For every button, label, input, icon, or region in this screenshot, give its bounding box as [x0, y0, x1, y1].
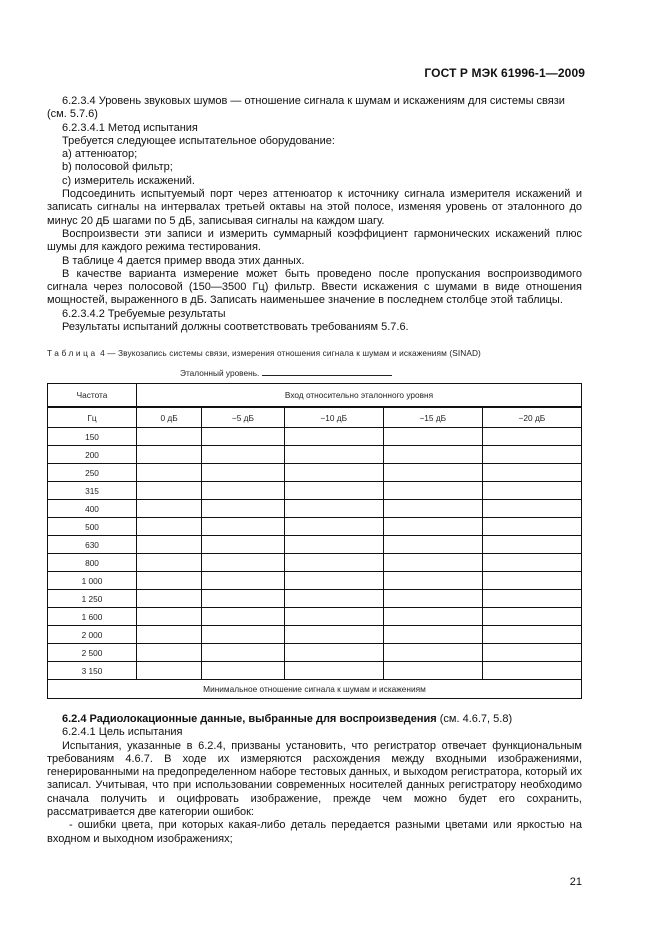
value-cell	[202, 500, 285, 518]
frequency-cell: 630	[48, 536, 137, 554]
frequency-cell: 1 000	[48, 572, 137, 590]
value-cell	[202, 626, 285, 644]
table-caption-label: Таблица	[47, 348, 98, 358]
subheader-level: −15 дБ	[383, 407, 482, 428]
frequency-cell: 315	[48, 482, 137, 500]
value-cell	[383, 428, 482, 446]
value-cell	[284, 446, 383, 464]
reference-level-blank	[262, 367, 392, 376]
value-cell	[137, 464, 202, 482]
value-cell	[383, 572, 482, 590]
section-title-ref: (см. 4.6.7, 5.8)	[436, 713, 513, 725]
value-cell	[284, 608, 383, 626]
value-cell	[137, 482, 202, 500]
value-cell	[482, 572, 581, 590]
table-row	[48, 446, 582, 464]
section-title	[47, 713, 582, 726]
value-cell	[284, 590, 383, 608]
value-cell	[202, 608, 285, 626]
value-cell	[482, 464, 581, 482]
value-cell	[284, 518, 383, 536]
table-footer-row	[48, 680, 582, 699]
equipment-intro: Требуется следующее испытательное оборудование:	[62, 134, 335, 147]
value-cell	[383, 536, 482, 554]
value-cell	[482, 662, 581, 680]
value-cell	[482, 518, 581, 536]
value-cell	[284, 626, 383, 644]
subheader-unit: Гц	[48, 407, 137, 428]
value-cell	[383, 644, 482, 662]
section-6-2-3-4	[47, 95, 582, 334]
value-cell	[383, 482, 482, 500]
frequency-cell: 1 250	[48, 590, 137, 608]
value-cell	[482, 428, 581, 446]
frequency-cell: 800	[48, 554, 137, 572]
value-cell	[284, 464, 383, 482]
table-row	[48, 626, 582, 644]
table-header-row	[48, 384, 582, 408]
value-cell	[137, 536, 202, 554]
reference-level	[180, 367, 392, 378]
value-cell	[202, 662, 285, 680]
frequency-cell: 150	[48, 428, 137, 446]
paragraph: Воспроизвести эти записи и измерить суммарный коэффициент гармонических искажений плюс шумы для каждого режима тестирования.	[47, 227, 582, 254]
paragraph: В качестве варианта измерение может быть проведено после пропускания воспроизводимого сигнала через полосовой (150—3500 Гц) фильтр. Ввести искажения с шумами в виде отношения мощностей, выраженного в дБ. Записать наименьшее значение в последнем столбце этой таблицы.	[47, 267, 582, 307]
value-cell	[383, 662, 482, 680]
table-row	[48, 590, 582, 608]
value-cell	[137, 590, 202, 608]
value-cell	[137, 608, 202, 626]
subheader-level: −10 дБ	[284, 407, 383, 428]
value-cell	[482, 554, 581, 572]
value-cell	[383, 554, 482, 572]
frequency-cell: 400	[48, 500, 137, 518]
value-cell	[482, 608, 581, 626]
frequency-cell: 2 500	[48, 644, 137, 662]
document-header-id: ГОСТ Р МЭК 61996-1—2009	[424, 66, 585, 80]
frequency-cell: 500	[48, 518, 137, 536]
section-title-bold: 6.2.4 Радиолокационные данные, выбранные для воспроизведения	[62, 713, 437, 725]
frequency-cell: 1 600	[48, 608, 137, 626]
value-cell	[202, 464, 285, 482]
subsection-title-results: 6.2.3.4.2 Требуемые результаты	[62, 307, 226, 320]
value-cell	[482, 482, 581, 500]
value-cell	[482, 536, 581, 554]
subheader-level: −5 дБ	[202, 407, 285, 428]
value-cell	[202, 590, 285, 608]
value-cell	[137, 500, 202, 518]
value-cell	[137, 626, 202, 644]
paragraph: В таблице 4 дается пример ввода этих данных.	[62, 254, 305, 267]
value-cell	[202, 536, 285, 554]
value-cell	[284, 428, 383, 446]
subsection-title-method: 6.2.3.4.1 Метод испытания	[62, 121, 198, 134]
value-cell	[284, 662, 383, 680]
subheader-level: −20 дБ	[482, 407, 581, 428]
value-cell	[482, 446, 581, 464]
subheader-level: 0 дБ	[137, 407, 202, 428]
header-frequency: Частота	[48, 384, 137, 408]
section-6-2-4	[47, 713, 582, 846]
value-cell	[284, 554, 383, 572]
paragraph: Результаты испытаний должны соответствовать требованиям 5.7.6.	[62, 321, 409, 334]
header-input-level: Вход относительно эталонного уровня	[137, 384, 582, 408]
table-subheader-row	[48, 407, 582, 428]
value-cell	[482, 500, 581, 518]
value-cell	[137, 428, 202, 446]
value-cell	[482, 626, 581, 644]
value-cell	[383, 626, 482, 644]
value-cell	[383, 464, 482, 482]
frequency-cell: 200	[48, 446, 137, 464]
frequency-cell: 2 000	[48, 626, 137, 644]
value-cell	[202, 518, 285, 536]
value-cell	[284, 482, 383, 500]
table-row	[48, 554, 582, 572]
table-row	[48, 428, 582, 446]
bullet-item: - ошибки цвета, при которых какая-либо деталь передается разными цветами или яркостью на входном и выходном изображениях;	[47, 819, 582, 845]
table-row	[48, 644, 582, 662]
equipment-item: a) аттенюатор;	[62, 148, 138, 161]
table-4	[47, 383, 582, 699]
value-cell	[137, 554, 202, 572]
value-cell	[202, 446, 285, 464]
reference-level-label: Эталонный уровень.	[180, 368, 260, 378]
value-cell	[137, 662, 202, 680]
value-cell	[202, 482, 285, 500]
value-cell	[482, 644, 581, 662]
equipment-item: c) измеритель искажений.	[62, 174, 195, 187]
equipment-item: b) полосовой фильтр;	[62, 161, 173, 174]
paragraph: Испытания, указанные в 6.2.4, призваны установить, что регистратор отвечает функциональным требованиям 4.6.7. В ходе их измеряются расхождения между входными изображениями, генерированными на предопределенном наборе тестовых данных, и выходом регистратора, который их записал. Учитывая, что при использовании современных носителей данных регистратору необходимо сначала получить и оцифровать изображение, прежде чем можно будет его сохранить, рассматривается две категории ошибок:	[47, 739, 582, 819]
value-cell	[137, 572, 202, 590]
table-caption-text: 4 — Звукозапись системы связи, измерения отношения сигнала к шумам и искажениям (SINAD)	[97, 348, 481, 358]
value-cell	[383, 590, 482, 608]
value-cell	[202, 554, 285, 572]
frequency-cell: 250	[48, 464, 137, 482]
table-row	[48, 572, 582, 590]
value-cell	[383, 446, 482, 464]
value-cell	[137, 446, 202, 464]
table-row	[48, 608, 582, 626]
table-caption	[47, 348, 481, 358]
subsection-title-purpose: 6.2.4.1 Цель испытания	[62, 726, 183, 739]
value-cell	[284, 500, 383, 518]
value-cell	[137, 518, 202, 536]
section-title-ref: (см. 5.7.6)	[47, 108, 98, 121]
value-cell	[137, 644, 202, 662]
table-footer: Минимальное отношение сигнала к шумам и искажениям	[48, 680, 582, 699]
value-cell	[284, 536, 383, 554]
table-row	[48, 482, 582, 500]
section-title: 6.2.3.4 Уровень звуковых шумов — отношение сигнала к шумам и искажениям для системы связи	[62, 95, 565, 107]
value-cell	[383, 500, 482, 518]
table-row	[48, 464, 582, 482]
paragraph: Подсоединить испытуемый порт через аттенюатор к источнику сигнала измерителя искажений и записать сигналы на интервалах третьей октавы на этой полосе, изменяя уровень от эталонного до минус 20 дБ шагами по 5 дБ, записывая сигналы на каждом шагу.	[47, 188, 582, 227]
value-cell	[202, 572, 285, 590]
value-cell	[383, 608, 482, 626]
value-cell	[284, 644, 383, 662]
table-row	[48, 662, 582, 680]
table-row	[48, 536, 582, 554]
table-row	[48, 518, 582, 536]
value-cell	[202, 644, 285, 662]
table-row	[48, 500, 582, 518]
value-cell	[482, 590, 581, 608]
frequency-cell: 3 150	[48, 662, 137, 680]
page-number: 21	[569, 876, 582, 888]
value-cell	[284, 572, 383, 590]
value-cell	[202, 428, 285, 446]
value-cell	[383, 518, 482, 536]
